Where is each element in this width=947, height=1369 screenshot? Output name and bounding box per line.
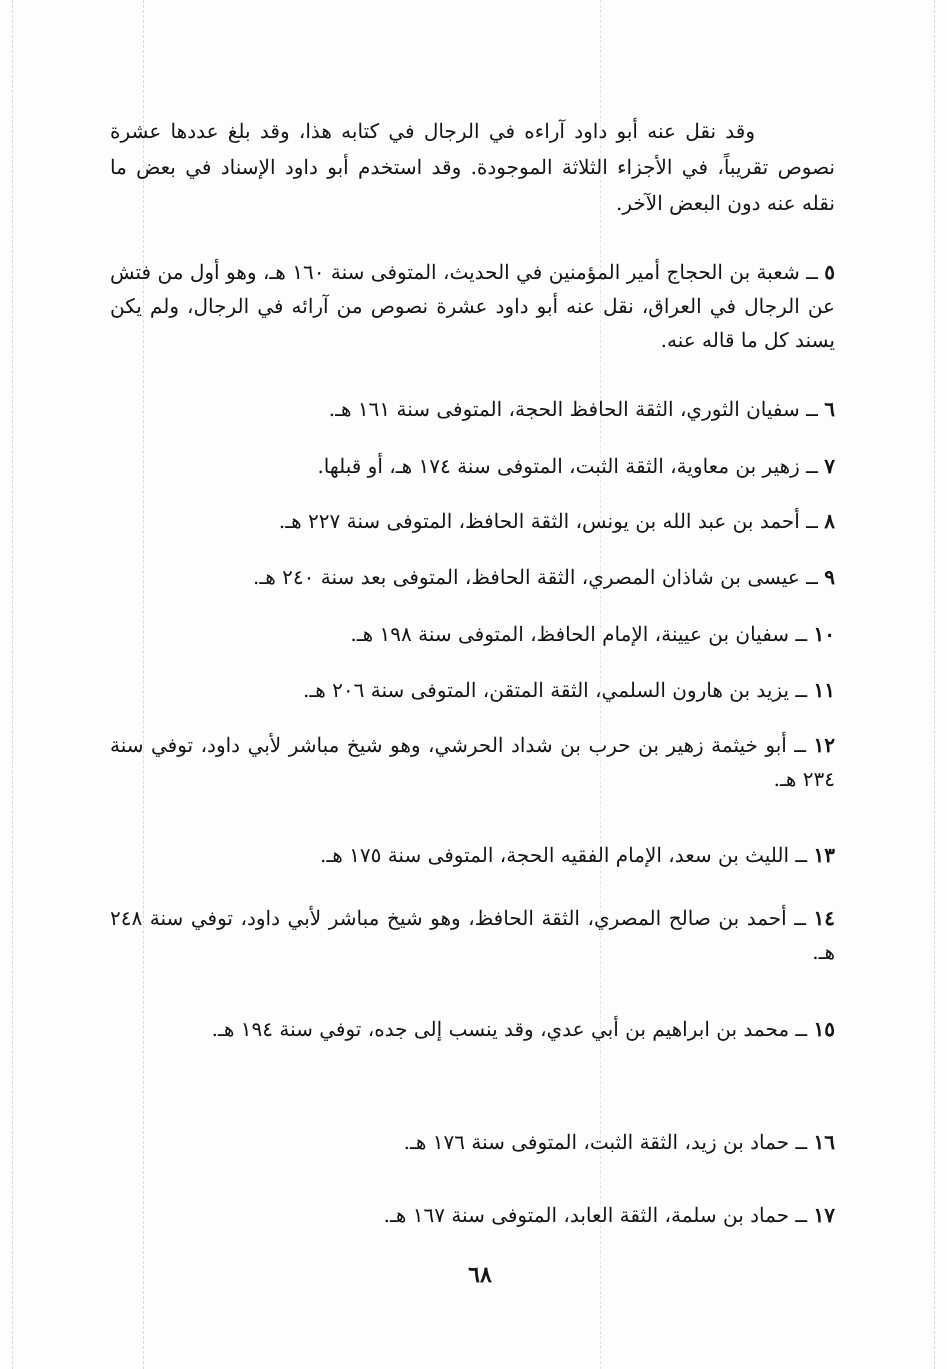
entry-text: حماد بن زيد، الثقة الثبت، المتوفى سنة ١٧٦ هـ. <box>403 1130 790 1154</box>
entry-text: الليث بن سعد، الإمام الفقيه الحجة، المتوفى سنة ١٧٥ هـ. <box>319 843 790 867</box>
entry-text: محمد بن ابراهيم بن أبي عدي، وقد ينسب إلى جده، توفي سنة ١٩٤ هـ. <box>211 1017 790 1041</box>
entry-number: ١٣ <box>813 843 835 867</box>
entry-number: ٧ <box>824 454 835 478</box>
entry-number: ٩ <box>824 565 835 589</box>
page-number: ٦٨ <box>468 1262 492 1288</box>
list-item: ١٢ ــ أبو خيثمة زهير بن حرب بن شداد الحرشي، وهو شيخ مباشر لأبي داود، توفي سنة ٢٣٤ هـ. <box>110 733 835 791</box>
entry-text: أحمد بن صالح المصري، الثقة الحافظ، وهو شيخ مباشر لأبي داود، توفي سنة ٢٤٨ هـ. <box>110 906 835 964</box>
list-item: ١٠ ــ سفيان بن عيينة، الإمام الحافظ، المتوفى سنة ١٩٨ هـ. <box>350 622 835 646</box>
entry-number: ٨ <box>824 509 835 533</box>
scan-artifact-line <box>12 0 13 1369</box>
list-item: ٧ ــ زهير بن معاوية، الثقة الثبت، المتوفى سنة ١٧٤ هـ، أو قبلها. <box>317 454 835 478</box>
list-item: ٩ ــ عيسى بن شاذان المصري، الثقة الحافظ، المتوفى بعد سنة ٢٤٠ هـ. <box>253 565 835 589</box>
entry-number: ٦ <box>824 397 835 421</box>
list-item: ١٣ ــ الليث بن سعد، الإمام الفقيه الحجة، المتوفى سنة ١٧٥ هـ. <box>319 843 835 867</box>
list-item: ١١ ــ يزيد بن هارون السلمي، الثقة المتقن، المتوفى سنة ٢٠٦ هـ. <box>303 678 835 702</box>
intro-paragraph: وقد نقل عنه أبو داود آراءه في الرجال في كتابه هذا، وقد بلغ عددها عشرة نصوص تقريباً، في الأجزاء الثلاثة الموجودة. وقد استخدم أبو داود الإسناد في بعض ما نقله عنه دون البعض الآخر. <box>110 119 835 215</box>
entry-text: سفيان بن عيينة، الإمام الحافظ، المتوفى سنة ١٩٨ هـ. <box>350 622 790 646</box>
list-item: ١٤ ــ أحمد بن صالح المصري، الثقة الحافظ، وهو شيخ مباشر لأبي داود، توفي سنة ٢٤٨ هـ. <box>110 906 835 964</box>
entry-number: ١٧ <box>813 1203 835 1227</box>
list-item: ١٦ ــ حماد بن زيد، الثقة الثبت، المتوفى سنة ١٧٦ هـ. <box>403 1130 835 1154</box>
entry-number: ٥ <box>824 260 835 284</box>
entry-number: ١٠ <box>813 622 835 646</box>
entry-text: عيسى بن شاذان المصري، الثقة الحافظ، المتوفى بعد سنة ٢٤٠ هـ. <box>253 565 800 589</box>
entry-text: شعبة بن الحجاج أمير المؤمنين في الحديث، المتوفى سنة ١٦٠ هـ، وهو أول من فتش عن الرجال في العراق، نقل عنه أبو داود عشرة نصوص من آرائه في الرجال، ولم يكن يسند كل ما قاله عنه. <box>110 260 835 352</box>
entry-text: أبو خيثمة زهير بن حرب بن شداد الحرشي، وهو شيخ مباشر لأبي داود، توفي سنة ٢٣٤ هـ. <box>110 733 835 791</box>
entry-text: سفيان الثوري، الثقة الحافظ الحجة، المتوفى سنة ١٦١ هـ. <box>328 397 800 421</box>
entry-number: ١٤ <box>813 906 835 930</box>
entry-text: يزيد بن هارون السلمي، الثقة المتقن، المتوفى سنة ٢٠٦ هـ. <box>303 678 790 702</box>
entry-number: ١٦ <box>813 1130 835 1154</box>
entry-number: ١٢ <box>813 733 835 757</box>
entry-text: أحمد بن عبد الله بن يونس، الثقة الحافظ، المتوفى سنة ٢٢٧ هـ. <box>278 509 800 533</box>
list-item: ١٥ ــ محمد بن ابراهيم بن أبي عدي، وقد ينسب إلى جده، توفي سنة ١٩٤ هـ. <box>211 1017 835 1041</box>
scan-artifact-line <box>934 0 935 1369</box>
entry-text: حماد بن سلمة، الثقة العابد، المتوفى سنة ١٦٧ هـ. <box>383 1203 790 1227</box>
entry-text: زهير بن معاوية، الثقة الثبت، المتوفى سنة ١٧٤ هـ، أو قبلها. <box>317 454 800 478</box>
entry-number: ١١ <box>813 678 835 702</box>
list-item: ٥ ــ شعبة بن الحجاج أمير المؤمنين في الحديث، المتوفى سنة ١٦٠ هـ، وهو أول من فتش عن الرجال في العراق، نقل عنه أبو داود عشرة نصوص من آرائه في الرجال، ولم يكن يسند كل ما قاله عنه. <box>110 260 835 352</box>
list-item: ١٧ ــ حماد بن سلمة، الثقة العابد، المتوفى سنة ١٦٧ هـ. <box>383 1203 835 1227</box>
list-item: ٨ ــ أحمد بن عبد الله بن يونس، الثقة الحافظ، المتوفى سنة ٢٢٧ هـ. <box>278 509 835 533</box>
list-item: ٦ ــ سفيان الثوري، الثقة الحافظ الحجة، المتوفى سنة ١٦١ هـ. <box>328 397 835 421</box>
entry-number: ١٥ <box>813 1017 835 1041</box>
